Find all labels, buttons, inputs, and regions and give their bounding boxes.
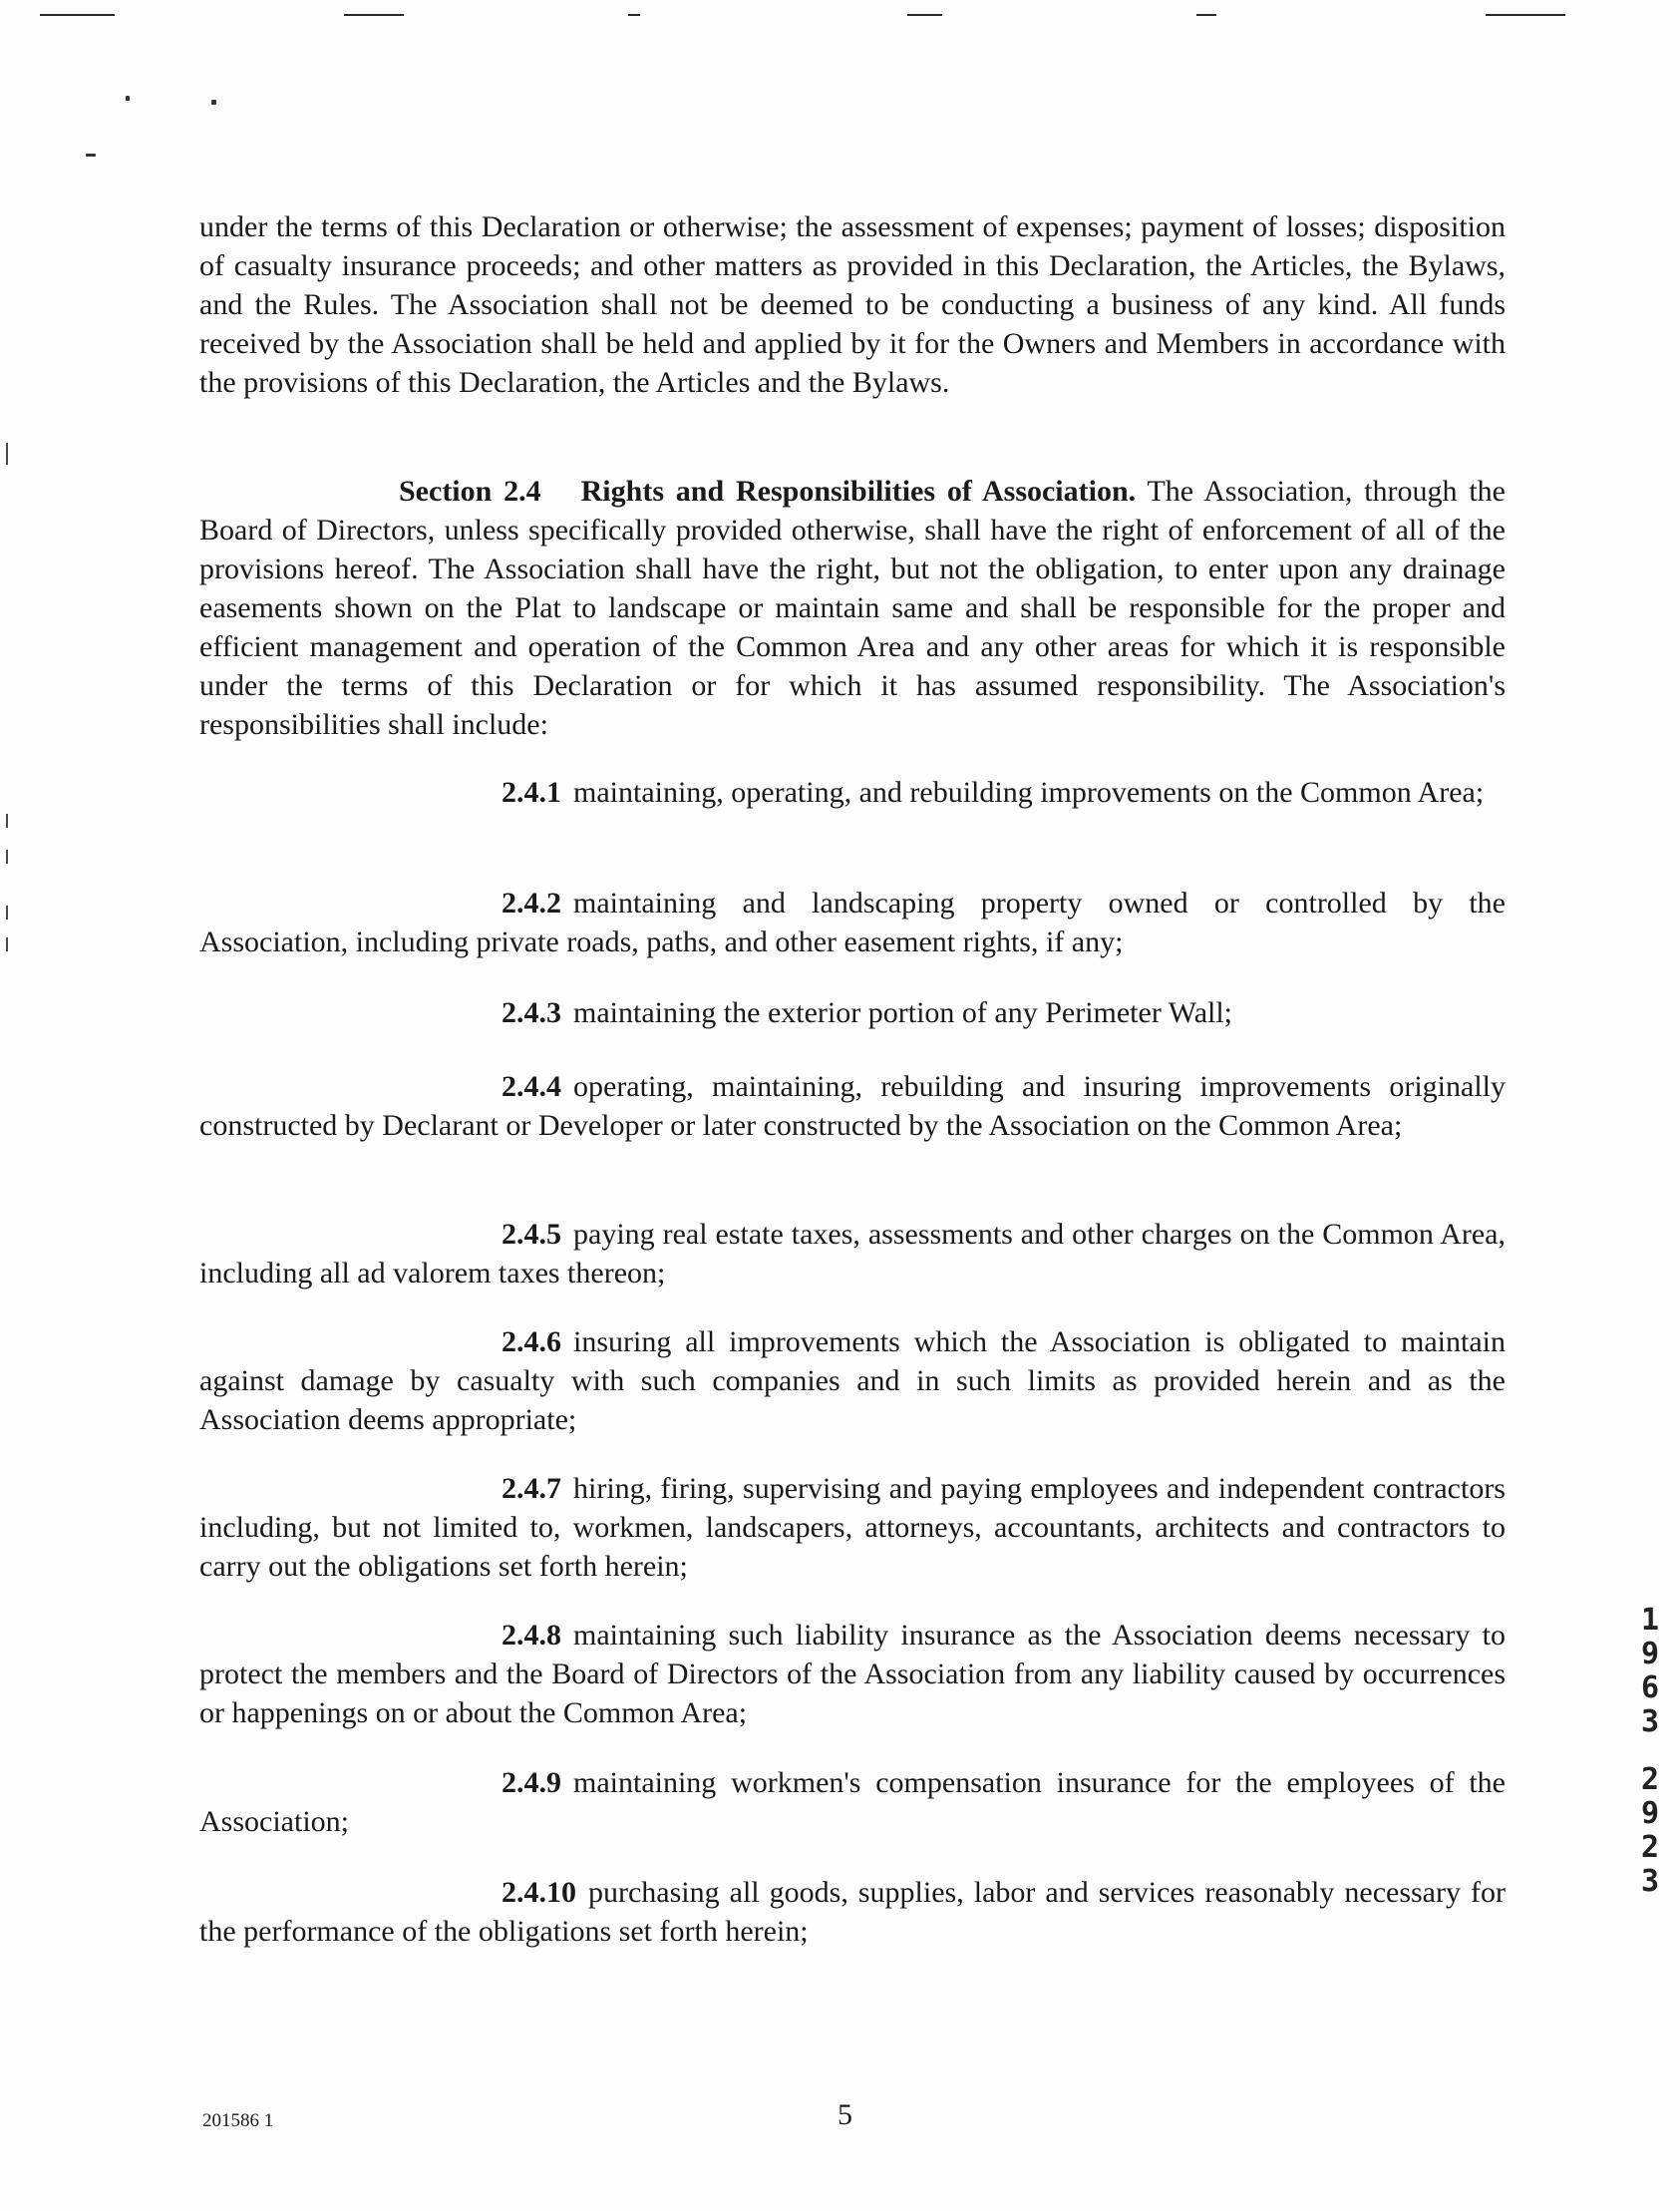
- scan-edge-line: [1486, 14, 1565, 16]
- stamp-digit: 1: [1640, 1603, 1660, 1638]
- item-number: 2.4.5: [502, 1218, 561, 1251]
- scan-speck: [86, 154, 96, 157]
- list-item-2-4-5: [199, 1215, 1506, 1292]
- scan-edge-line: [1196, 14, 1216, 16]
- section-label: Section 2.4: [399, 475, 541, 508]
- stamp-digit: 9: [1640, 1637, 1660, 1671]
- section-title: Rights and Responsibilities of Association.: [580, 475, 1137, 508]
- section-2-4-paragraph: [199, 472, 1506, 744]
- scan-edge-line: [628, 14, 640, 16]
- item-number: 2.4.7: [502, 1472, 561, 1505]
- item-text: maintaining the exterior portion of any Perimeter Wall;: [573, 996, 1233, 1029]
- item-text: maintaining and landscaping property owned or controlled by the Association, including private roads, paths, and other easement rights, if any;: [199, 887, 1506, 958]
- item-number: 2.4.8: [502, 1619, 561, 1652]
- margin-tick: [6, 937, 8, 951]
- item-text: hiring, firing, supervising and paying employees and independent contractors including, but not limited to, workmen, landscapers, attorneys, accountants, architects and contractors to carry out the obligations set forth herein;: [199, 1472, 1506, 1583]
- scan-speck: [211, 100, 216, 105]
- margin-tick: [6, 850, 8, 864]
- margin-tick: [6, 443, 8, 465]
- scan-edge-line: [907, 14, 942, 16]
- item-text: maintaining, operating, and rebuilding improvements on the Common Area;: [573, 776, 1485, 809]
- item-text: purchasing all goods, supplies, labor and services reasonably necessary for the performance of the obligations set forth herein;: [199, 1876, 1506, 1948]
- recording-stamp: [1633, 1603, 1667, 1915]
- document-id: 201586 1: [202, 2110, 274, 2131]
- list-item-2-4-7: [199, 1469, 1506, 1586]
- scan-speck: [126, 96, 130, 101]
- stamp-digit: 2: [1640, 1762, 1660, 1797]
- stamp-digit: 6: [1640, 1670, 1660, 1705]
- item-number: 2.4.3: [502, 996, 561, 1029]
- item-text: operating, maintaining, rebuilding and insuring improvements originally constructed by Declarant or Developer or later constructed by the Association on the Common Area;: [199, 1070, 1506, 1142]
- list-item-2-4-4: [199, 1067, 1506, 1145]
- stamp-digit: 3: [1640, 1704, 1660, 1739]
- opening-paragraph: under the terms of this Declaration or otherwise; the assessment of expenses; payment of losses; disposition of casualty insurance proceeds; and other matters as provided in this Declaration, the Articles, the Bylaws, and the Rules. The Association shall not be deemed to be conducting a business of any kind. All funds received by the Association shall be held and applied by it for the Owners and Members in accordance with the provisions of this Declaration, the Articles and the Bylaws.: [199, 210, 1506, 399]
- item-text: maintaining such liability insurance as the Association deems necessary to protect the members and the Board of Directors of the Association from any liability caused by occurrences or happenings on or about the Common Area;: [199, 1619, 1506, 1729]
- item-text: insuring all improvements which the Association is obligated to maintain against damage by casualty with such companies and in such limits as provided herein and as the Association deems appropriate;: [199, 1325, 1506, 1436]
- item-text: paying real estate taxes, assessments and other charges on the Common Area, including all ad valorem taxes thereon;: [199, 1218, 1506, 1290]
- stamp-digit: 9: [1640, 1796, 1660, 1831]
- item-number: 2.4.9: [502, 1766, 561, 1799]
- scan-edge-line: [40, 14, 115, 16]
- list-item-2-4-2: [199, 884, 1506, 961]
- scan-edge-line: [344, 14, 404, 16]
- stamp-digit: 3: [1640, 1864, 1660, 1899]
- list-item-2-4-3: [199, 993, 1506, 1032]
- section-body: The Association, through the Board of Directors, unless specifically provided otherwise, shall have the right of enforcement of all of the provisions hereof. The Association shall have the right, but not the obligation, to enter upon any drainage easements shown on the Plat to landscape or maintain same and shall be responsible for the proper and efficient management and operation of the Common Area and any other areas for which it is responsible under the terms of this Declaration or for which it has assumed responsibility. The Association's responsibilities shall include:: [199, 475, 1506, 741]
- margin-tick: [6, 906, 8, 920]
- stamp-digit: 2: [1640, 1830, 1660, 1865]
- item-number: 2.4.4: [502, 1070, 561, 1103]
- list-item-2-4-1: [199, 773, 1506, 812]
- list-item-2-4-10: [199, 1873, 1506, 1951]
- page-number: 5: [838, 2098, 852, 2131]
- margin-tick: [6, 814, 8, 828]
- list-item-2-4-6: [199, 1322, 1506, 1439]
- item-number: 2.4.2: [502, 887, 561, 920]
- item-number: 2.4.6: [502, 1325, 561, 1358]
- item-number: 2.4.10: [502, 1876, 576, 1909]
- item-text: maintaining workmen's compensation insurance for the employees of the Association;: [199, 1766, 1506, 1838]
- list-item-2-4-9: [199, 1763, 1506, 1841]
- list-item-2-4-8: [199, 1616, 1506, 1732]
- item-number: 2.4.1: [502, 776, 561, 809]
